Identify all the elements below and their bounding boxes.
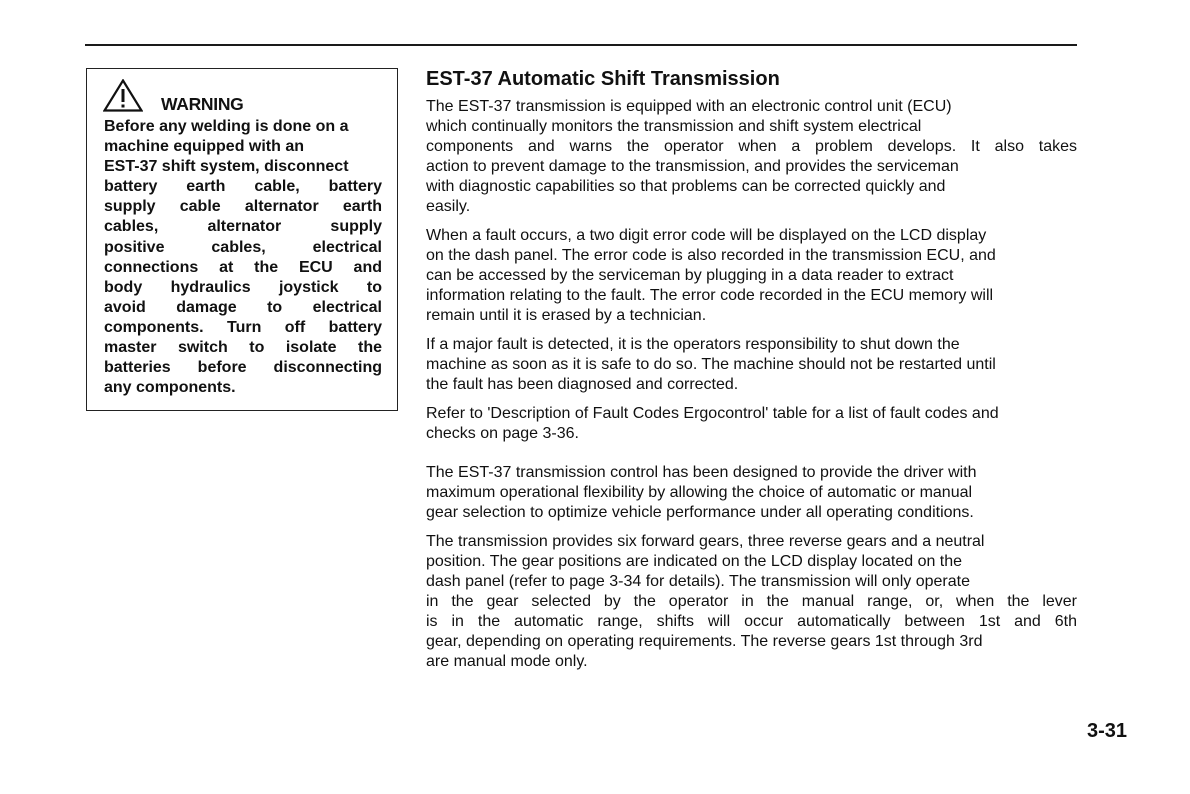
header-rule bbox=[85, 44, 1077, 46]
paragraph-line: can be accessed by the serviceman by plugging in a data reader to extract bbox=[426, 267, 954, 284]
paragraph-line: Refer to 'Description of Fault Codes Ergocontrol' table for a list of fault codes and bbox=[426, 405, 999, 422]
paragraph-line: The EST-37 transmission is equipped with an electronic control unit (ECU) bbox=[426, 98, 952, 115]
paragraph-line: the fault has been diagnosed and corrected. bbox=[426, 376, 739, 393]
page-number: 3-31 bbox=[1086, 720, 1127, 742]
paragraph-line: are manual mode only. bbox=[426, 653, 588, 670]
paragraph-line: When a fault occurs, a two digit error code will be displayed on the LCD display bbox=[426, 227, 987, 244]
paragraph-line: on the dash panel. The error code is also recorded in the transmission ECU, and bbox=[426, 247, 996, 264]
paragraph-fault-code-reference bbox=[426, 404, 1077, 444]
warning-triangle-icon bbox=[103, 79, 143, 112]
paragraph-control-flexibility bbox=[426, 463, 1077, 523]
paragraph-line: is in the automatic range, shifts will occur automatically between 1st and 6th bbox=[426, 613, 1077, 630]
paragraph-gear-positions bbox=[426, 532, 1077, 672]
warning-line: Before any welding is done on a bbox=[104, 118, 349, 135]
paragraph-line: If a major fault is detected, it is the operators responsibility to shut down the bbox=[426, 336, 960, 353]
paragraph-line: checks on page 3-36. bbox=[426, 425, 579, 442]
paragraph-line: information relating to the fault. The error code recorded in the ECU memory will bbox=[426, 287, 994, 304]
paragraph-line: which continually monitors the transmission and shift system electrical bbox=[426, 118, 922, 135]
paragraph-line: machine as soon as it is safe to do so. The machine should not be restarted until bbox=[426, 356, 996, 373]
paragraph-line: remain until it is erased by a technician. bbox=[426, 307, 707, 324]
warning-line: cables, alternator supply bbox=[104, 218, 382, 236]
warning-line: any components. bbox=[104, 379, 236, 397]
warning-line: body hydraulics joystick to bbox=[104, 278, 382, 296]
warning-line: machine equipped with an bbox=[104, 138, 305, 156]
paragraph-line: in the gear selected by the operator in the manual range, or, when the lever bbox=[426, 593, 1077, 610]
paragraph-line: position. The gear positions are indicated on the LCD display located on the bbox=[426, 553, 963, 570]
warning-text bbox=[104, 117, 382, 398]
warning-line: connections at the ECU and bbox=[104, 258, 382, 276]
warning-line: components. Turn off battery bbox=[104, 318, 382, 336]
paragraph-line: dash panel (refer to page 3-34 for details). The transmission will only operate bbox=[426, 573, 970, 590]
warning-line: battery earth cable, battery bbox=[104, 178, 382, 196]
paragraph-line: The EST-37 transmission control has been designed to provide the driver with bbox=[426, 464, 977, 481]
warning-header bbox=[103, 79, 363, 113]
paragraph-line: gear selection to optimize vehicle performance under all operating conditions. bbox=[426, 504, 974, 521]
paragraph-line: gear, depending on operating requirements. The reverse gears 1st through 3rd bbox=[426, 633, 983, 650]
warning-line: batteries before disconnecting bbox=[104, 359, 382, 377]
warning-title: WARNING bbox=[161, 94, 244, 114]
paragraph-line: maximum operational flexibility by allowing the choice of automatic or manual bbox=[426, 484, 973, 501]
paragraph-ecu-overview bbox=[426, 97, 1077, 217]
paragraph-line: action to prevent damage to the transmission, and provides the serviceman bbox=[426, 158, 959, 175]
warning-line: positive cables, electrical bbox=[104, 238, 382, 256]
warning-line: supply cable alternator earth bbox=[104, 198, 382, 216]
paragraph-major-fault bbox=[426, 335, 1077, 395]
warning-line: master switch to isolate the bbox=[104, 339, 382, 357]
paragraph-line: components and warns the operator when a problem develops. It also takes bbox=[426, 138, 1077, 155]
section-title: EST-37 Automatic Shift Transmission bbox=[426, 68, 780, 90]
paragraph-line: easily. bbox=[426, 198, 471, 215]
paragraph-line: The transmission provides six forward gears, three reverse gears and a neutral bbox=[426, 533, 985, 550]
paragraph-line: with diagnostic capabilities so that problems can be corrected quickly and bbox=[426, 178, 946, 195]
warning-line: EST-37 shift system, disconnect bbox=[104, 158, 349, 176]
warning-line: avoid damage to electrical bbox=[104, 298, 382, 316]
paragraph-error-code bbox=[426, 226, 1077, 326]
warning-box bbox=[86, 68, 398, 411]
